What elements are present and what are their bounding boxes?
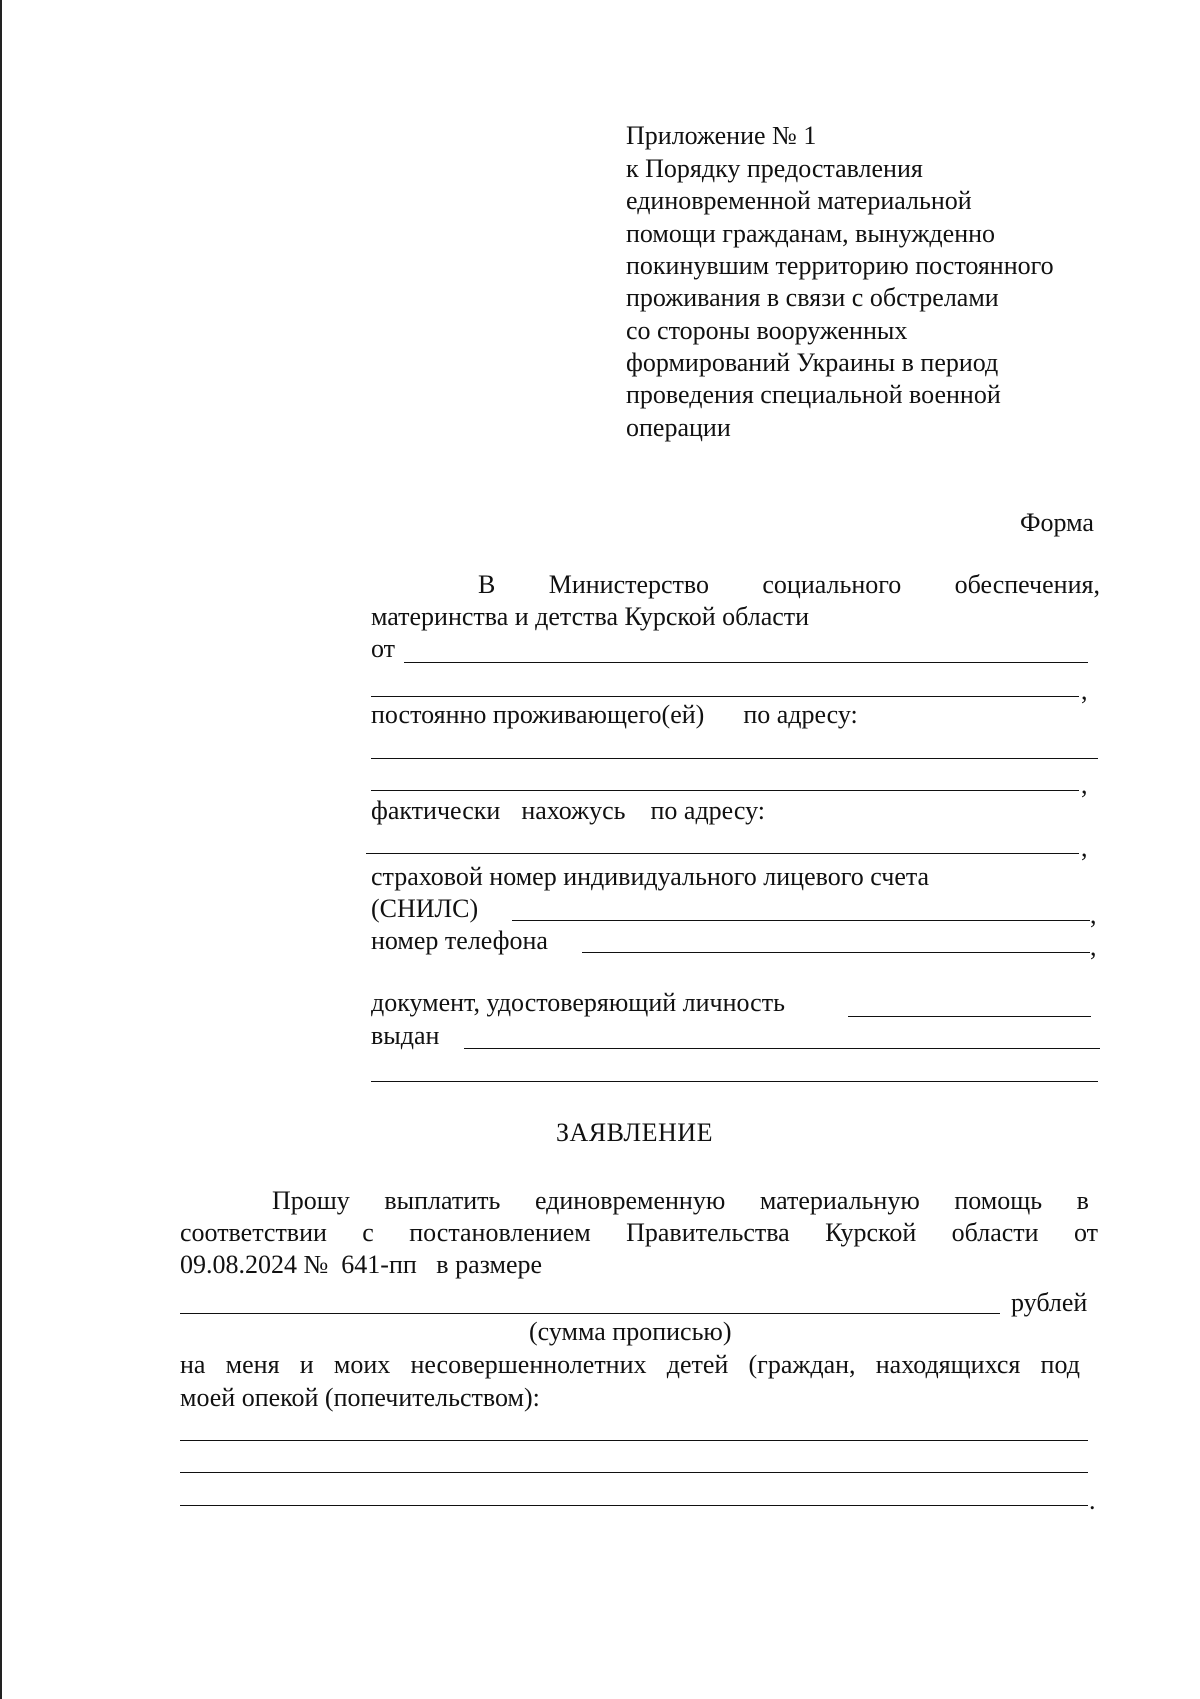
body-line-3: 09.08.2024 № 641-пп в размере bbox=[180, 1250, 543, 1279]
form-label: Форма bbox=[1020, 508, 1094, 537]
body-word: и bbox=[299, 1350, 314, 1379]
addressee-word: Министерство bbox=[548, 570, 710, 599]
children-blank-2[interactable] bbox=[180, 1472, 1088, 1473]
addressee-line-2: материнства и детства Курской области bbox=[371, 602, 810, 631]
comma: , bbox=[1081, 676, 1088, 705]
phone-label: номер телефона bbox=[371, 926, 548, 955]
body-word: Курской bbox=[825, 1218, 917, 1247]
residence-blank-2[interactable] bbox=[371, 790, 1079, 791]
children-blank-3[interactable] bbox=[180, 1505, 1088, 1506]
rubles-label: рублей bbox=[1011, 1288, 1088, 1317]
body-word: детей bbox=[666, 1350, 729, 1379]
end-period: . bbox=[1089, 1486, 1096, 1515]
appendix-line: проведения специальной военной bbox=[626, 380, 1001, 409]
snils-label: (СНИЛС) bbox=[371, 894, 479, 923]
addressee-word: В bbox=[478, 570, 496, 599]
residence-blank-1[interactable] bbox=[371, 758, 1098, 759]
actual-label-c: по адресу: bbox=[650, 796, 765, 825]
body-line-1 bbox=[272, 1186, 1089, 1216]
appendix-line: Приложение № 1 bbox=[626, 121, 817, 150]
body-word: под bbox=[1040, 1350, 1080, 1379]
actual-address-blank[interactable] bbox=[366, 853, 1079, 854]
comma: , bbox=[1090, 932, 1097, 961]
actual-label-a: фактически bbox=[371, 796, 501, 825]
sum-blank[interactable] bbox=[180, 1313, 1000, 1314]
actual-label-b: нахожусь bbox=[521, 796, 626, 825]
sum-caption: (сумма прописью) bbox=[529, 1317, 732, 1346]
body-word: материальную bbox=[759, 1186, 920, 1215]
body-word: помощь bbox=[954, 1186, 1043, 1215]
appendix-line: со стороны вооруженных bbox=[626, 316, 908, 345]
comma: , bbox=[1081, 833, 1088, 862]
phone-blank[interactable] bbox=[582, 952, 1090, 953]
addressee-word: социального bbox=[762, 570, 902, 599]
appendix-line: проживания в связи с обстрелами bbox=[626, 283, 999, 312]
body-word: в bbox=[1076, 1186, 1089, 1215]
appendix-line: к Порядку предоставления bbox=[626, 154, 923, 183]
body-word: единовременную bbox=[534, 1186, 726, 1215]
body-word: с bbox=[362, 1218, 374, 1247]
body-word: Правительства bbox=[626, 1218, 790, 1247]
body-word: меня bbox=[225, 1350, 280, 1379]
body-word: находящихся bbox=[875, 1350, 1021, 1379]
from-blank[interactable] bbox=[404, 662, 1088, 663]
actual-address-label bbox=[371, 796, 765, 826]
body-word: выплатить bbox=[384, 1186, 501, 1215]
from-blank-2[interactable] bbox=[371, 696, 1079, 697]
appendix-line: помощи гражданам, вынужденно bbox=[626, 219, 996, 248]
snils-line-1: страховой номер индивидуального лицевого счета bbox=[371, 862, 930, 891]
appendix-line: формирований Украины в период bbox=[626, 348, 999, 377]
from-label: от bbox=[371, 634, 396, 663]
issued-blank-2[interactable] bbox=[371, 1081, 1098, 1082]
comma: , bbox=[1081, 770, 1088, 799]
body-word: (граждан, bbox=[748, 1350, 856, 1379]
snils-blank[interactable] bbox=[512, 920, 1090, 921]
appendix-line: операции bbox=[626, 413, 731, 442]
residence-label bbox=[371, 700, 858, 730]
document-title: ЗАЯВЛЕНИЕ bbox=[556, 1118, 713, 1147]
body-line-4 bbox=[180, 1350, 1080, 1380]
body-word: моих bbox=[333, 1350, 391, 1379]
body-word: области bbox=[951, 1218, 1039, 1247]
comma: , bbox=[1090, 900, 1097, 929]
residence-label-a: постоянно проживающего(ей) bbox=[371, 700, 705, 729]
body-word: Прошу bbox=[272, 1186, 350, 1215]
issued-label: выдан bbox=[371, 1021, 440, 1050]
appendix-line: единовременной материальной bbox=[626, 186, 972, 215]
id-document-blank[interactable] bbox=[848, 1016, 1091, 1017]
scan-edge bbox=[0, 0, 2, 1699]
body-word: несовершеннолетних bbox=[410, 1350, 647, 1379]
body-line-5: моей опекой (попечительством): bbox=[180, 1383, 540, 1412]
body-word: постановлением bbox=[409, 1218, 591, 1247]
children-blank-1[interactable] bbox=[180, 1440, 1088, 1441]
body-word: от bbox=[1073, 1218, 1098, 1247]
issued-blank-1[interactable] bbox=[464, 1048, 1100, 1049]
appendix-line: покинувшим территорию постоянного bbox=[626, 251, 1054, 280]
body-line-2 bbox=[180, 1218, 1098, 1248]
body-word: соответствии bbox=[180, 1218, 327, 1247]
body-word: на bbox=[180, 1350, 206, 1379]
addressee-word: обеспечения, bbox=[954, 570, 1100, 599]
residence-label-b: по адресу: bbox=[743, 700, 858, 729]
addressee-line-1 bbox=[478, 570, 1100, 600]
id-document-label: документ, удостоверяющий личность bbox=[371, 988, 785, 1017]
